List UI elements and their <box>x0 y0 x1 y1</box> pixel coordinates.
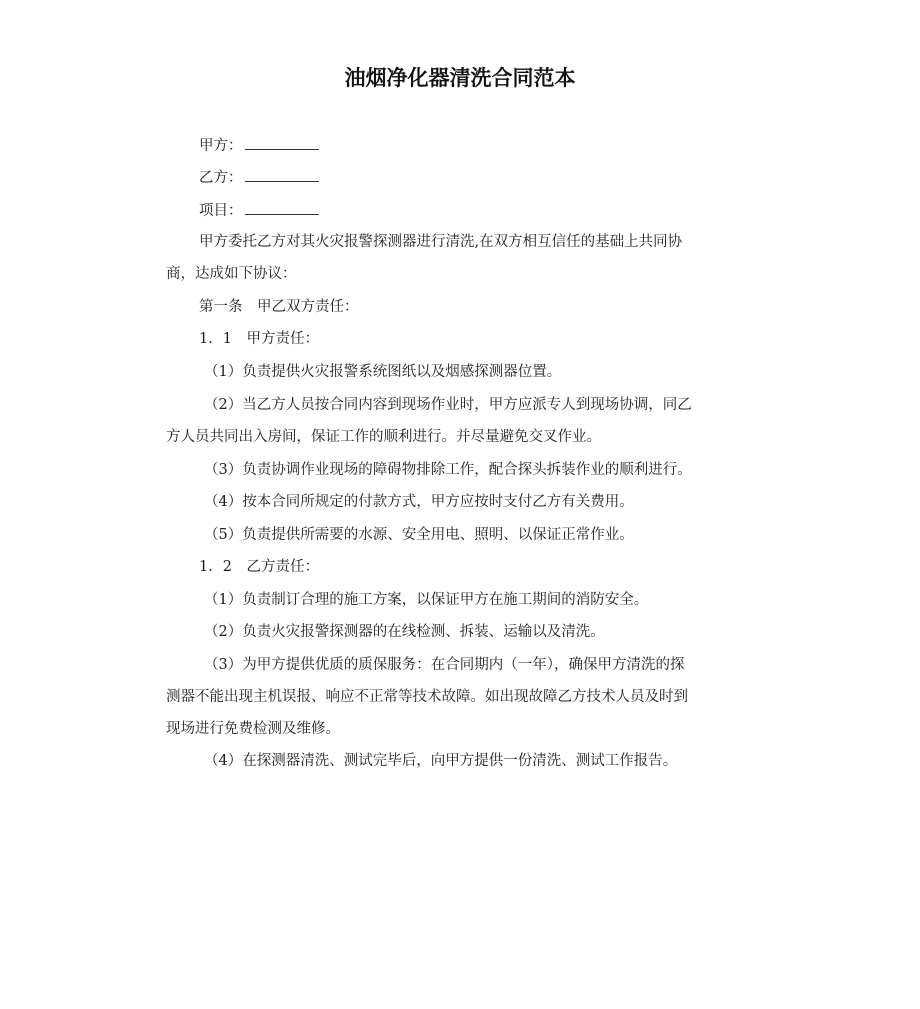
document-title: 油烟净化器清洗合同范本 <box>344 66 576 90</box>
party-a-item-2-line-2: 方人员共同出入房间，保证工作的顺利进行。并尽量避免交叉作业。 <box>166 429 601 445</box>
party-b-label: 乙方： <box>199 170 243 186</box>
party-a-item-1: （1）负责提供火灾报警系统图纸以及烟感探测器位置。 <box>204 364 562 380</box>
project-blank <box>245 200 319 215</box>
party-b-item-3-line-2: 测器不能出现主机误报、响应不正常等技术故障。如出现故障乙方技术人员及时到 <box>166 689 688 705</box>
party-b-item-2: （2）负责火灾报警探测器的在线检测、拆装、运输以及清洗。 <box>204 624 605 640</box>
intro-line-1: 甲方委托乙方对其火灾报警探测器进行清洗,在双方相互信任的基础上共同协 <box>199 234 683 250</box>
party-a-item-4: （4）按本合同所规定的付款方式，甲方应按时支付乙方有关费用。 <box>204 494 634 510</box>
project-line <box>199 200 319 220</box>
party-b-duties-heading: 1．2 乙方责任： <box>199 559 319 575</box>
project-label: 项目： <box>199 203 243 219</box>
party-a-blank <box>245 135 319 150</box>
party-a-line <box>199 135 319 155</box>
article-1-heading: 第一条 甲乙双方责任： <box>199 299 359 315</box>
party-b-line <box>199 167 319 187</box>
party-b-item-3-line-3: 现场进行免费检测及维修。 <box>166 721 340 737</box>
party-b-item-4: （4）在探测器清洗、测试完毕后，向甲方提供一份清洗、测试工作报告。 <box>204 753 678 769</box>
party-a-duties-heading: 1．1 甲方责任： <box>199 331 319 347</box>
party-a-item-3: （3）负责协调作业现场的障碍物排除工作，配合探头拆装作业的顺利进行。 <box>204 462 692 478</box>
intro-line-2: 商，达成如下协议： <box>166 266 297 282</box>
party-b-item-3-line-1: （3）为甲方提供优质的质保服务：在合同期内（一年），确保甲方清洗的探 <box>204 657 685 673</box>
party-b-blank <box>245 167 319 182</box>
party-a-item-2-line-1: （2）当乙方人员按合同内容到现场作业时，甲方应派专人到现场协调，同乙 <box>204 397 692 413</box>
party-b-item-1: （1）负责制订合理的施工方案，以保证甲方在施工期间的消防安全。 <box>204 592 649 608</box>
party-a-label: 甲方： <box>199 138 243 154</box>
party-a-item-5: （5）负责提供所需要的水源、安全用电、照明、以保证正常作业。 <box>204 527 634 543</box>
